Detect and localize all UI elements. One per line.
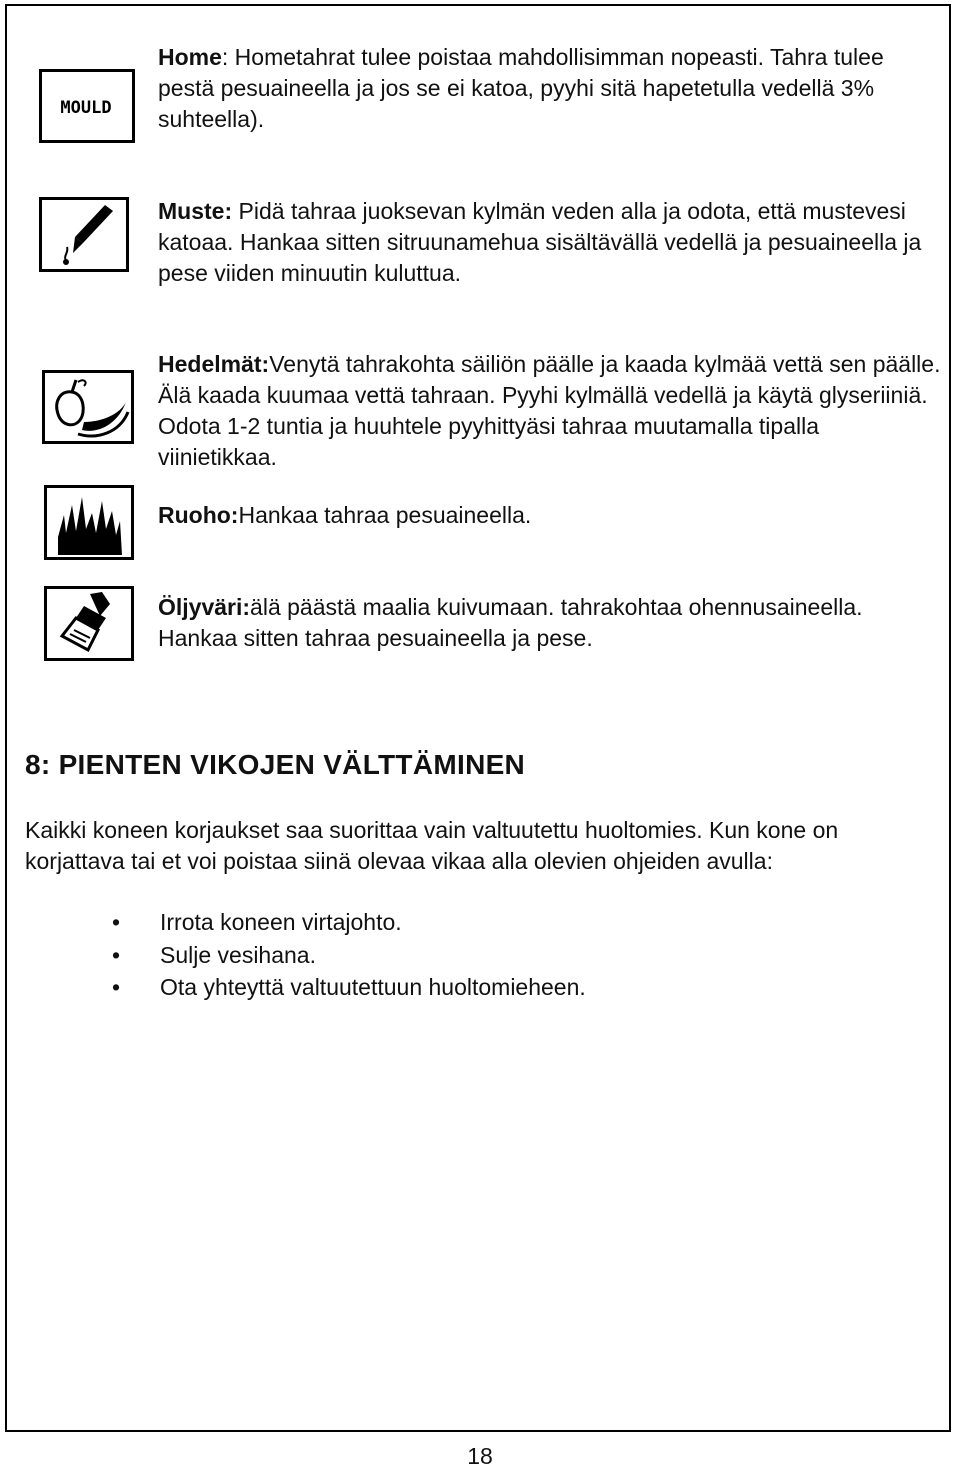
fruit-icon — [42, 370, 134, 444]
bullet-icon: • — [112, 974, 121, 1000]
grass-icon — [44, 485, 134, 560]
section-paragraph: Kaikki koneen korjaukset saa suorittaa vain valtuutettu huoltomies. Kun kone on korjattava tai et voi poistaa siinä olevaa vikaa alla olevien ohjeiden avulla: — [25, 817, 839, 874]
mould-icon-label: MOULD — [60, 98, 112, 118]
bullet-icon: • — [112, 909, 121, 935]
page-number: 18 — [467, 1443, 493, 1469]
stain-title: Öljyväri: — [158, 594, 251, 620]
list-item — [110, 971, 586, 1004]
instruction-list — [110, 906, 586, 1004]
stain-text: Hometahrat tulee poistaa mahdollisimman nopeasti. Tahra tulee pestä pesuaineella ja jos se ei katoa, pyyhi sitä hapetetulla vedellä 3% suhteella). — [158, 44, 884, 132]
stain-text: Hankaa tahraa pesuaineella. — [238, 502, 532, 528]
list-item-text: Sulje vesihana. — [160, 941, 316, 968]
stain-home — [158, 42, 943, 135]
stain-text: älä päästä maalia kuivumaan. tahrakohtaa ohennusaineella. Hankaa sitten tahraa pesuaineella ja pese. — [158, 594, 863, 651]
bullet-icon: • — [112, 941, 121, 968]
list-item — [110, 939, 586, 972]
list-item-text: Irrota koneen virtajohto. — [160, 909, 402, 935]
stain-title: Hedelmät: — [158, 351, 270, 377]
stain-title: Muste: — [158, 198, 233, 224]
stain-grass — [158, 500, 943, 531]
section-heading: 8: PIENTEN VIKOJEN VÄLTTÄMINEN — [25, 749, 526, 780]
stain-text: Pidä tahraa juoksevan kylmän veden alla ja odota, että mustevesi katoaa. Hankaa sitten sitruunamehua sisältävällä vedellä ja pesuaineella ja pese viiden minuutin kuluttua. — [158, 198, 922, 286]
stain-text: Venytä tahrakohta säiliön päälle ja kaada kylmää vettä sen päälle. Älä kaada kuumaa vettä tahraan. Pyyhi kylmällä vedellä ja käytä glyseriiniä. Odota 1-2 tuntia ja huuhtele pyyhittyäsi tahraa muutamalla tipalla viinietikkaa. — [158, 351, 941, 470]
list-item — [110, 906, 586, 939]
stain-ink — [158, 196, 943, 289]
list-item-text: Ota yhteyttä valtuutettuun huoltomieheen. — [160, 974, 586, 1000]
stain-separator: : — [221, 44, 229, 70]
paint-brush-icon — [44, 586, 134, 661]
stain-title: Home — [158, 44, 222, 70]
stain-fruit — [158, 349, 943, 473]
mould-icon — [39, 69, 135, 143]
ink-pen-icon — [39, 197, 129, 272]
stain-oil-paint — [158, 592, 943, 654]
stain-title: Ruoho: — [158, 502, 239, 528]
